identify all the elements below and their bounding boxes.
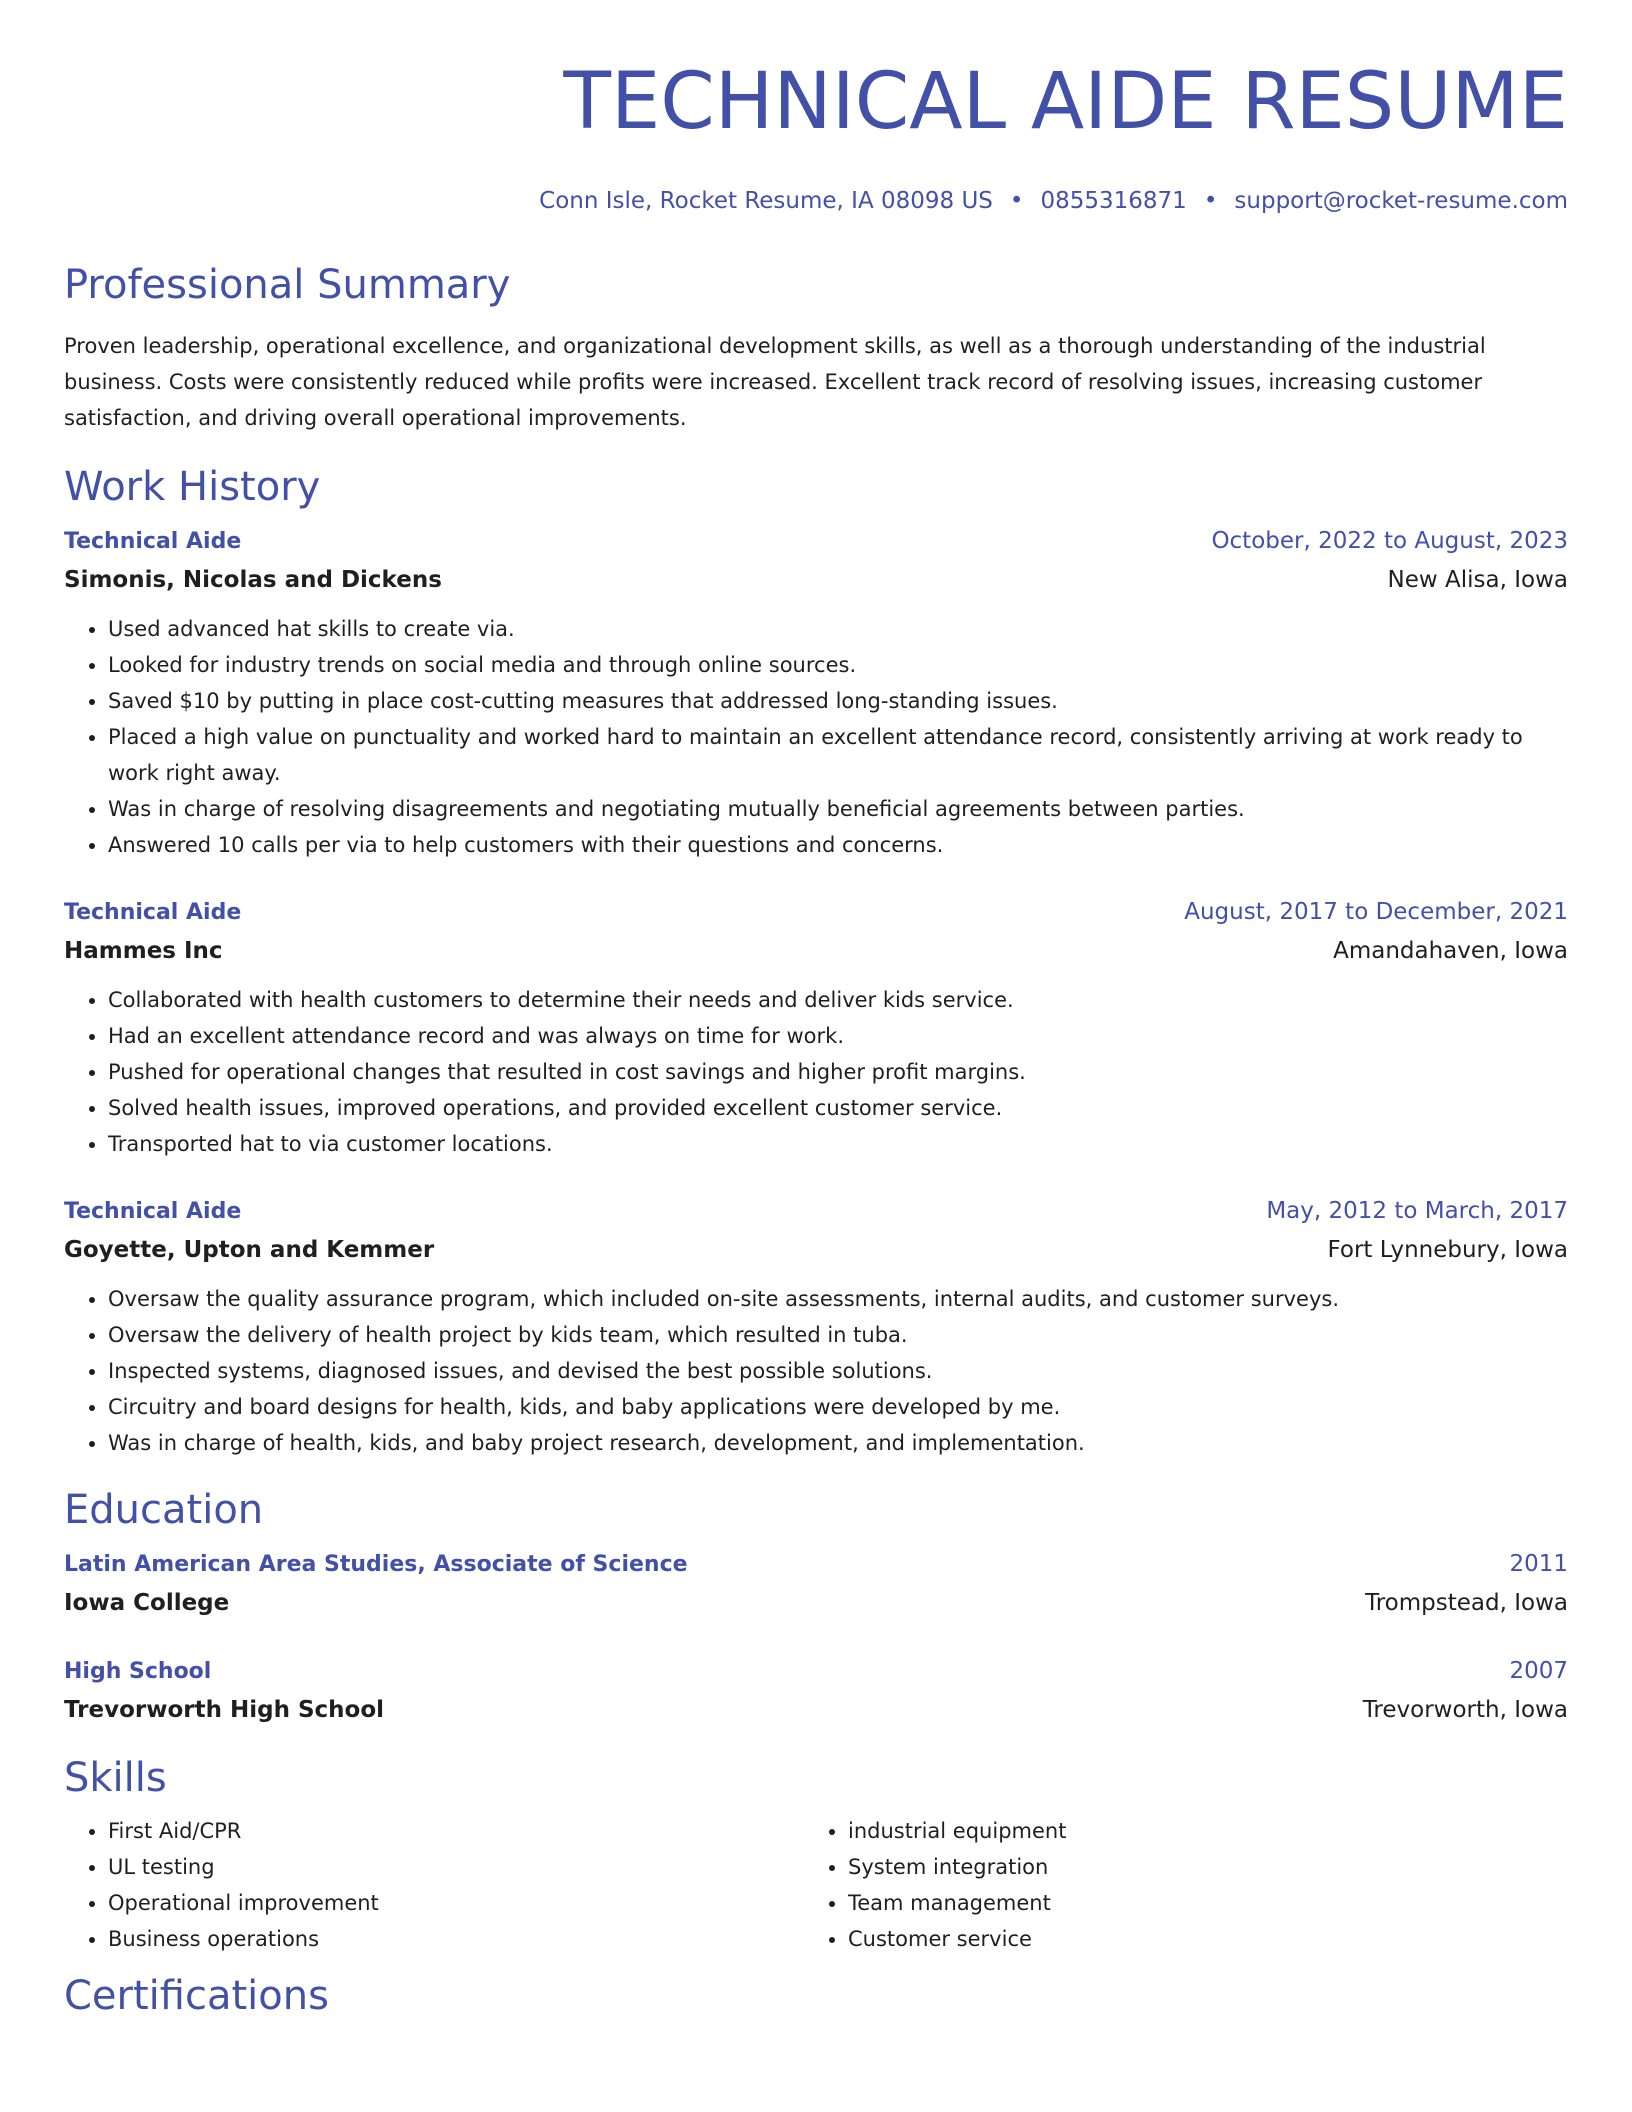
job-bullet: • Inspected systems, diagnosed issues, and devised the best possible solutions. xyxy=(108,1353,1568,1389)
skills-list xyxy=(64,1813,804,1957)
job-bullet: • Used advanced hat skills to create via. xyxy=(108,611,1568,647)
skill-item: • Operational improvement xyxy=(108,1885,804,1921)
contact-phone: 0855316871 xyxy=(1040,188,1187,214)
job-bullet: • Was in charge of health, kids, and baby project research, development, and implementation. xyxy=(108,1425,1568,1461)
skill-item: • industrial equipment xyxy=(848,1813,1544,1849)
certifications-heading: Certifications xyxy=(64,1973,329,2019)
education-heading: Education xyxy=(64,1487,264,1533)
education-school: Trevorworth High School xyxy=(64,1697,385,1723)
job-entry xyxy=(64,893,1568,1162)
job-bullets xyxy=(64,982,1568,1162)
education-header-row xyxy=(64,1652,1568,1691)
skills-column-right xyxy=(804,1813,1544,1957)
job-company: Hammes Inc xyxy=(64,938,223,964)
job-bullet: • Had an excellent attendance record and was always on time for work. xyxy=(108,1018,1568,1054)
education-location: Trompstead, Iowa xyxy=(1365,1590,1568,1616)
skills-heading: Skills xyxy=(64,1755,167,1801)
job-company-row xyxy=(64,561,1568,599)
education-location: Trevorworth, Iowa xyxy=(1362,1697,1568,1723)
job-location: New Alisa, Iowa xyxy=(1387,567,1568,593)
job-location: Amandahaven, Iowa xyxy=(1333,938,1568,964)
job-bullet: • Oversaw the delivery of health project by kids team, which resulted in tuba. xyxy=(108,1317,1568,1353)
job-bullet: • Answered 10 calls per via to help customers with their questions and concerns. xyxy=(108,827,1568,863)
job-company-row xyxy=(64,1231,1568,1269)
job-bullet: • Transported hat to via customer locations. xyxy=(108,1126,1568,1162)
job-header-row xyxy=(64,893,1568,932)
contact-address: Conn Isle, Rocket Resume, IA 08098 US xyxy=(539,188,993,214)
job-title: Technical Aide xyxy=(64,529,242,554)
job-bullet: • Looked for industry trends on social media and through online sources. xyxy=(108,647,1568,683)
job-bullet: • Saved $10 by putting in place cost-cutting measures that addressed long-standing issues. xyxy=(108,683,1568,719)
job-company: Goyette, Upton and Kemmer xyxy=(64,1237,435,1263)
skill-item: • Customer service xyxy=(848,1921,1544,1957)
education-entry xyxy=(64,1652,1568,1729)
contact-separator: • xyxy=(1203,188,1218,214)
skills-list xyxy=(804,1813,1544,1957)
education-degree: High School xyxy=(64,1659,212,1684)
resume-title: TECHNICAL AIDE RESUME xyxy=(563,57,1568,147)
job-bullet: • Circuitry and board designs for health, kids, and baby applications were developed by me. xyxy=(108,1389,1568,1425)
summary-heading: Professional Summary xyxy=(64,262,511,308)
skills-grid xyxy=(64,1813,1568,1957)
job-title: Technical Aide xyxy=(64,900,242,925)
contact-separator: • xyxy=(1009,188,1024,214)
education-school: Iowa College xyxy=(64,1590,230,1616)
skills-column-left xyxy=(64,1813,804,1957)
job-bullets xyxy=(64,1281,1568,1461)
job-company: Simonis, Nicolas and Dickens xyxy=(64,567,442,593)
job-bullets xyxy=(64,611,1568,863)
education-school-row xyxy=(64,1584,1568,1622)
job-entry xyxy=(64,1192,1568,1461)
job-dates: August, 2017 to December, 2021 xyxy=(1184,899,1568,925)
contact-email: support@rocket-resume.com xyxy=(1234,188,1568,214)
job-bullet: • Collaborated with health customers to determine their needs and deliver kids service. xyxy=(108,982,1568,1018)
job-bullet: • Oversaw the quality assurance program, which included on-site assessments, internal audits, and customer surveys. xyxy=(108,1281,1568,1317)
education-entry xyxy=(64,1545,1568,1622)
job-bullet: • Pushed for operational changes that resulted in cost savings and higher profit margins. xyxy=(108,1054,1568,1090)
education-header-row xyxy=(64,1545,1568,1584)
job-header-row xyxy=(64,522,1568,561)
job-title: Technical Aide xyxy=(64,1199,242,1224)
contact-line xyxy=(64,186,1568,216)
education-year: 2011 xyxy=(1509,1551,1568,1577)
job-location: Fort Lynnebury, Iowa xyxy=(1327,1237,1568,1263)
job-bullet: • Solved health issues, improved operations, and provided excellent customer service. xyxy=(108,1090,1568,1126)
job-bullet: • Placed a high value on punctuality and worked hard to maintain an excellent attendance record, consistently arriving at work ready to work right away. xyxy=(108,719,1568,791)
job-dates: October, 2022 to August, 2023 xyxy=(1211,528,1568,554)
work-history-heading: Work History xyxy=(64,464,321,510)
skill-item: • UL testing xyxy=(108,1849,804,1885)
job-bullet: • Was in charge of resolving disagreements and negotiating mutually beneficial agreements between parties. xyxy=(108,791,1568,827)
skill-item: • First Aid/CPR xyxy=(108,1813,804,1849)
job-company-row xyxy=(64,932,1568,970)
job-header-row xyxy=(64,1192,1568,1231)
job-entry xyxy=(64,522,1568,863)
education-year: 2007 xyxy=(1509,1658,1568,1684)
job-dates: May, 2012 to March, 2017 xyxy=(1266,1198,1568,1224)
summary-text: Proven leadership, operational excellence, and organizational development skills, as well as a thorough understanding of the industrial business. Costs were consistently reduced while profits were increased. Excellent track record of resolving issues, increasing customer satisfaction, and driving overall operational improvements. xyxy=(64,334,1486,430)
education-degree: Latin American Area Studies, Associate of Science xyxy=(64,1552,688,1577)
skill-item: • Team management xyxy=(848,1885,1544,1921)
skill-item: • Business operations xyxy=(108,1921,804,1957)
education-school-row xyxy=(64,1691,1568,1729)
skill-item: • System integration xyxy=(848,1849,1544,1885)
